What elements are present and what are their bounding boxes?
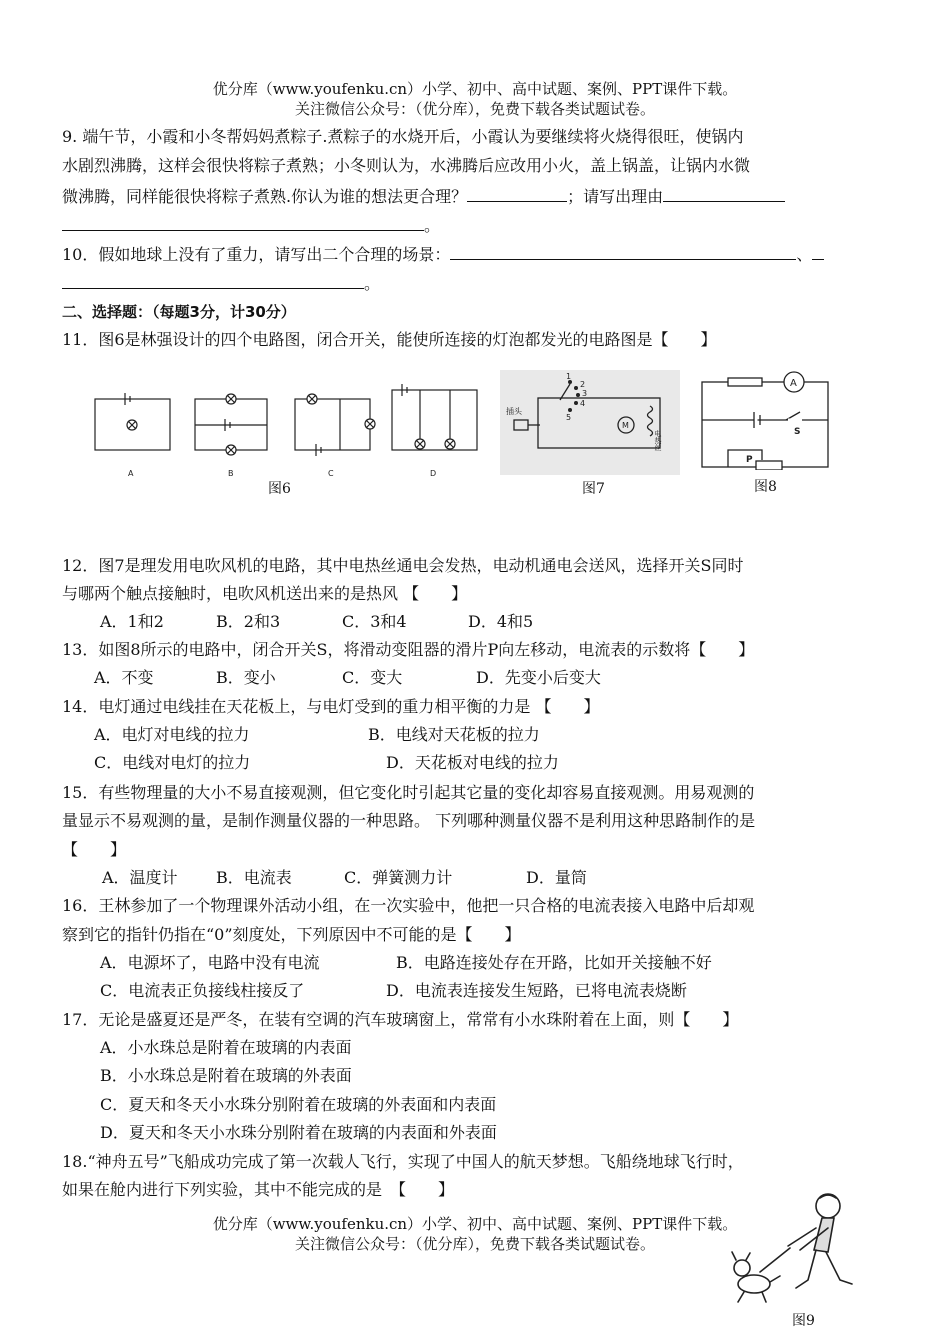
q10-line-1: [62, 244, 824, 265]
q14-option-a: A．电灯对电线的拉力: [94, 725, 250, 744]
header-line-1: 优分库（www.youfenku.cn）小学、初中、高中试题、案例、PPT课件下载。: [212, 80, 738, 98]
q10-question: 10．假如地球上没有了重力，请写出二个合理的场景：: [62, 245, 451, 264]
q16-option-c: C．电流表正负接线柱接反了: [100, 981, 305, 1000]
q13-option-d: D．先变小后变大: [476, 668, 601, 687]
fig6-label-a: A: [128, 469, 134, 478]
q17-option-b: B．小水珠总是附着在玻璃的外表面: [100, 1066, 352, 1085]
q16-option-d: D．电流表连接发生短路，已将电流表烧断: [386, 981, 687, 1000]
footer-line-2: 关注微信公众号：（优分库），免费下载各类试题试卷。: [294, 1235, 655, 1253]
q15-line-1: 15．有些物理量的大小不易直接观测，但它变化时引起其它量的变化却容易直接观测。用易观测的: [62, 783, 755, 802]
q13-text: 13．如图8所示的电路中，闭合开关S，将滑动变阻器的滑片P向左移动，电流表的示数将【 】: [62, 640, 755, 659]
header-line-2: 关注微信公众号：（优分库），免费下载各类试题试卷。: [294, 100, 655, 118]
q12-option-a: A．1和2: [100, 612, 164, 631]
section-title: 二、选择题：（每题3分，计30分）: [62, 303, 296, 321]
q17-option-d: D．夏天和冬天小水珠分别附着在玻璃的内表面和外表面: [100, 1123, 497, 1142]
q15-line-2: 量显示不易观测的量，是制作测量仪器的一种思路。 下列哪种测量仪器不是利用这种思路制作的是: [62, 811, 756, 830]
q17-option-a: A．小水珠总是附着在玻璃的内表面: [100, 1038, 352, 1057]
q14-option-d: D．天花板对电线的拉力: [386, 753, 559, 772]
fig7-label-3: 3: [582, 389, 588, 398]
q9-reason-blank[interactable]: [663, 186, 785, 202]
q12-line-2: 与哪两个触点接触时，电吹风机送出来的是热风 【 】: [62, 584, 468, 603]
q9-line-1: 9. 端午节，小霞和小冬帮妈妈煮粽子.煮粽子的水烧开后，小霞认为要继续将火烧得很旺，使锅内: [62, 127, 744, 146]
q9-line-2: 水剧烈沸腾，这样会很快将粽子煮熟；小冬则认为，水沸腾后应改用小火，盖上锅盖，让锅内水微: [62, 156, 751, 175]
q10-separator: 、: [796, 245, 813, 264]
fig6-label-c: C: [328, 469, 334, 478]
fig7-plug-label: 插头: [506, 407, 522, 416]
figure-9: [730, 1188, 870, 1313]
q16-line-2: 察到它的指针仍指在“0”刻度处，下列原因中不可能的是【 】: [62, 925, 521, 944]
q10-blank-2-cont[interactable]: [62, 273, 364, 289]
fig7-label-5: 5: [566, 413, 572, 422]
q9-reason-label: ；请写出理由: [567, 187, 664, 206]
figure-6: [90, 384, 490, 480]
q9-end: 。: [424, 216, 441, 235]
q13-option-b: B．变小: [216, 668, 276, 687]
figure-8: [696, 370, 832, 470]
fig6-label-b: B: [228, 469, 234, 478]
fig8-slider-label: P: [746, 455, 753, 465]
q9-reason-blank-2[interactable]: [62, 215, 424, 231]
q12-line-1: 12．图7是理发用电吹风机的电路，其中电热丝通电会发热，电动机通电会送风，选择开关S同时: [62, 556, 744, 575]
q12-option-b: B．2和3: [216, 612, 281, 631]
fig6-label-d: D: [430, 469, 437, 478]
fig7-motor-label: M: [622, 421, 629, 430]
q9-line-4: [62, 215, 440, 236]
q11-text: 11．图6是林强设计的四个电路图，闭合开关，能使所连接的灯泡都发光的电路图是【 】: [62, 330, 717, 349]
footer-line-1: 优分库（www.youfenku.cn）小学、初中、高中试题、案例、PPT课件下载。: [212, 1215, 738, 1233]
q14-option-b: B．电线对天花板的拉力: [368, 725, 540, 744]
q13-option-a: A．不变: [94, 668, 154, 687]
fig7-label-4: 4: [580, 399, 586, 408]
fig6-caption: 图6: [268, 481, 291, 497]
q18-line-2: 如果在舱内进行下列实验，其中不能完成的是 【 】: [62, 1180, 455, 1199]
q18-line-1: 18.“神舟五号”飞船成功完成了第一次载人飞行，实现了中国人的航天梦想。飞船绕地球飞行时，: [62, 1152, 744, 1171]
q15-option-c: C．弹簧测力计: [344, 868, 453, 887]
q9-question: 微沸腾，同样能很快将粽子煮熟.你认为谁的想法更合理？: [62, 187, 468, 206]
q12-option-c: C．3和4: [342, 612, 407, 631]
q15-option-a: A．温度计: [102, 868, 178, 887]
q16-option-b: B．电路连接处存在开路，比如开关接触不好: [396, 953, 712, 972]
q17-text: 17．无论是盛夏还是严冬，在装有空调的汽车玻璃窗上，常常有小水珠附着在上面，则【 】: [62, 1010, 739, 1029]
q10-line-2: [62, 273, 380, 294]
q10-blank-2[interactable]: [812, 244, 824, 260]
q17-option-c: C．夏天和冬天小水珠分别附着在玻璃的外表面和内表面: [100, 1095, 497, 1114]
q16-line-1: 16．王林参加了一个物理课外活动小组，在一次实验中，他把一只合格的电流表接入电路中后却观: [62, 896, 755, 915]
q13-option-c: C．变大: [342, 668, 403, 687]
q9-line-3: [62, 186, 785, 207]
fig9-caption: 图9: [792, 1313, 815, 1329]
fig7-label-2: 2: [580, 380, 586, 389]
fig7-heater-label: 电热丝: [654, 430, 662, 451]
fig8-caption: 图8: [754, 479, 777, 495]
q15-option-b: B．电流表: [216, 868, 292, 887]
fig8-ammeter-label: A: [790, 378, 797, 389]
q15-option-d: D．量筒: [526, 868, 587, 887]
fig7-label-1: 1: [566, 372, 572, 381]
figure-7: [500, 370, 680, 475]
q10-end: 。: [364, 274, 381, 293]
q9-answer-blank[interactable]: [467, 186, 567, 202]
q16-option-a: A．电源坏了，电路中没有电流: [100, 953, 320, 972]
q12-option-d: D．4和5: [468, 612, 534, 631]
q14-option-c: C．电线对电灯的拉力: [94, 753, 251, 772]
q15-line-3: 【 】: [62, 840, 127, 859]
fig7-caption: 图7: [582, 481, 605, 497]
q10-blank-1[interactable]: [450, 244, 796, 260]
q14-text: 14．电灯通过电线挂在天花板上，与电灯受到的重力相平衡的力是 【 】: [62, 697, 600, 716]
fig8-switch-label: S: [794, 427, 801, 437]
